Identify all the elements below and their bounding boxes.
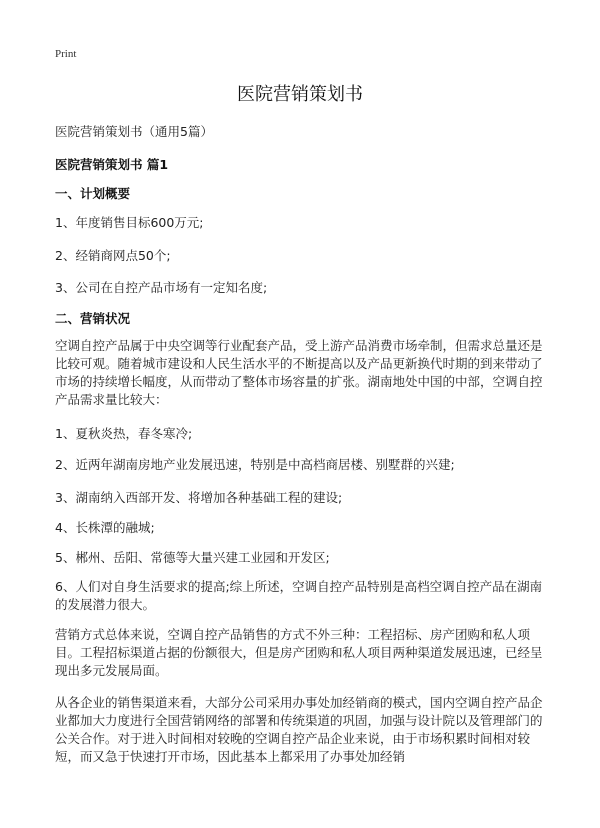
list-item: 1、年度销售目标600万元;	[55, 215, 204, 230]
document-subtitle: 医院营销策划书（通用5篇）	[55, 124, 213, 139]
section2-heading: 二、营销状况	[55, 311, 131, 326]
list-item: 4、长株潭的融城;	[55, 520, 155, 535]
paragraph: 空调自控产品属于中央空调等行业配套产品，受上游产品消费市场牵制，但需求总量还是比较可观。随着城市建设和人民生活水平的不断提高以及产品更新换代时期的到来带动了市场的持续增长幅度，从而带动了整体市场容量的扩张。湖南地处中国的中部，空调自控产品需求量比较大：	[55, 338, 543, 407]
print-label: Print	[55, 48, 77, 60]
paragraph: 从各企业的销售渠道来看，大部分公司采用办事处加经销商的模式，国内空调自控产品企业都加大力度进行全国营销网络的部署和传统渠道的巩固，加强与设计院以及管理部门的公关合作。对于进入时间相对较晚的空调自控产品企业来说，由于市场积累时间相对较短，而又急于快速打开市场，因此基本上都采用了办事处加经销	[55, 695, 543, 764]
list-item: 3、公司在自控产品市场有一定知名度;	[55, 280, 268, 295]
list-item: 5、郴州、岳阳、常德等大量兴建工业园和开发区;	[55, 550, 330, 565]
paragraph: 营销方式总体来说，空调自控产品销售的方式不外三种：工程招标、房产团购和私人项目。工程招标渠道占据的份额很大，但是房产团购和私人项目两种渠道发展迅速，已经呈现出多元发展局面。	[55, 627, 543, 678]
page-title: 医院营销策划书	[237, 84, 363, 105]
list-item: 1、夏秋炎热，春冬寒冷;	[55, 426, 193, 441]
part-heading: 医院营销策划书 篇1	[55, 157, 169, 172]
list-item: 3、湖南纳入西部开发、将增加各种基础工程的建设;	[55, 490, 343, 505]
list-item: 2、经销商网点50个;	[55, 248, 171, 263]
list-item: 6、人们对自身生活要求的提高;综上所述，空调自控产品特别是高档空调自控产品在湖南的发展潜力很大。	[55, 579, 543, 612]
section1-heading: 一、计划概要	[55, 186, 131, 201]
list-item: 2、近两年湖南房地产业发展迅速，特别是中高档商居楼、别墅群的兴建;	[55, 457, 455, 472]
